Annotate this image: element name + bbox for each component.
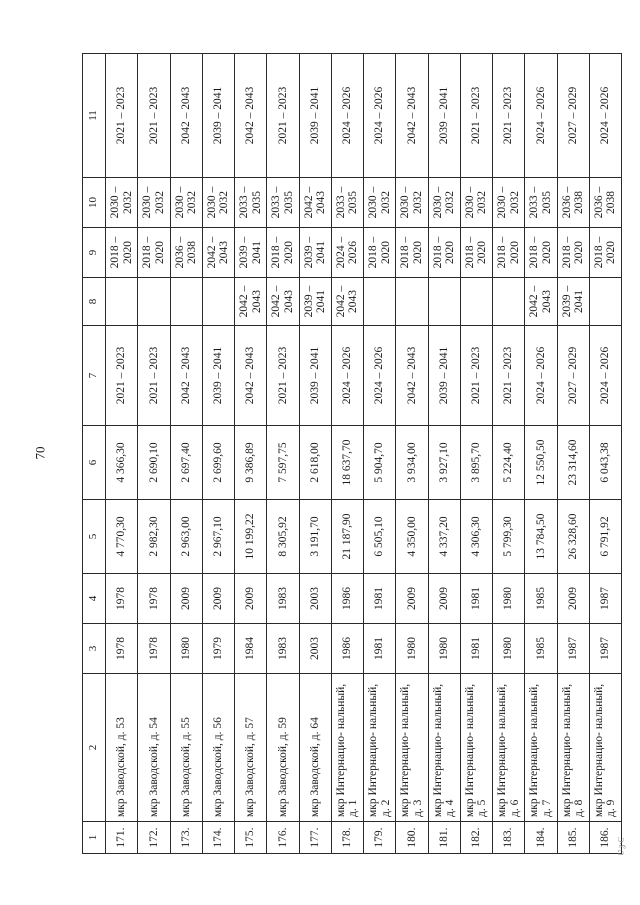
column-header-11: 11	[83, 54, 106, 178]
cell-line: 2024 –	[334, 236, 347, 269]
cell-c11: 2024 – 2026	[364, 54, 396, 178]
cell-c3: 1987	[557, 624, 589, 674]
cell-line: 2020	[444, 241, 457, 264]
cell-line: 2018 –	[141, 236, 154, 269]
cell-line: 2039 –	[302, 285, 315, 318]
cell-c11: 2024 – 2026	[589, 54, 621, 178]
cell-c3: 1981	[364, 624, 396, 674]
cell-c3: 1986	[331, 624, 363, 674]
table-row	[138, 54, 170, 854]
cell-line: 2032	[121, 191, 134, 214]
cell-n: 181.	[428, 822, 460, 854]
cell-c11: 2042 – 2043	[235, 54, 267, 178]
cell-c4: 2009	[202, 574, 234, 624]
cell-c3: 1980	[170, 624, 202, 674]
cell-c9	[170, 228, 202, 278]
cell-c5: 10 199,22	[235, 500, 267, 574]
cell-line: 2032	[508, 191, 521, 214]
cell-c11: 2021 – 2023	[267, 54, 299, 178]
housing-table	[82, 53, 622, 854]
cell-addr: мкр Заводской, д. 59	[267, 674, 299, 822]
table-row	[525, 54, 557, 854]
cell-c7: 2024 – 2026	[525, 326, 557, 426]
cell-c4: 2009	[396, 574, 428, 624]
cell-addr: мкр Заводской, д. 54	[138, 674, 170, 822]
cell-c9	[235, 228, 267, 278]
cell-c3: 1979	[202, 624, 234, 674]
cell-line: 2030 –	[109, 186, 122, 219]
cell-c8	[396, 278, 428, 326]
cell-line: 2020	[605, 241, 618, 264]
cell-c10	[493, 178, 525, 228]
cell-line: 2039 –	[560, 285, 573, 318]
cell-c5: 3 191,70	[299, 500, 331, 574]
cell-c8	[493, 278, 525, 326]
cell-line: 2041	[315, 290, 328, 313]
cell-c11: 2021 – 2023	[460, 54, 492, 178]
cell-line: 2020	[573, 241, 586, 264]
cell-line: 2018 –	[109, 236, 122, 269]
cell-line: 2039 –	[238, 236, 251, 269]
cell-c4: 2009	[170, 574, 202, 624]
cell-c7: 2021 – 2023	[460, 326, 492, 426]
cell-c11: 2021 – 2023	[493, 54, 525, 178]
cell-line: 2042 –	[528, 285, 541, 318]
cell-c8	[557, 278, 589, 326]
cell-c3: 1983	[267, 624, 299, 674]
cell-line: 2036 –	[173, 236, 186, 269]
table-row	[170, 54, 202, 854]
cell-c8	[138, 278, 170, 326]
cell-c8	[170, 278, 202, 326]
cell-line: 2035	[347, 191, 360, 214]
cell-line: 2042 –	[270, 285, 283, 318]
table-row	[557, 54, 589, 854]
cell-line: 2018 –	[463, 236, 476, 269]
cell-line: 2030 –	[141, 186, 154, 219]
cell-addr: мкр Заводской, д. 56	[202, 674, 234, 822]
cell-n: 174.	[202, 822, 234, 854]
page-number-text: 70	[32, 446, 47, 460]
cell-c3: 1985	[525, 624, 557, 674]
cell-line: 2026	[347, 241, 360, 264]
cell-c11: 2039 – 2041	[299, 54, 331, 178]
cell-c7: 2021 – 2023	[106, 326, 138, 426]
cell-c9	[557, 228, 589, 278]
cell-line: 2032	[444, 191, 457, 214]
cell-line: 2043	[540, 290, 553, 313]
cell-line: 2032	[218, 191, 231, 214]
cell-c8	[525, 278, 557, 326]
cell-c6: 2 697,40	[170, 426, 202, 500]
column-header-9: 9	[83, 228, 106, 278]
cell-c4: 1987	[589, 574, 621, 624]
table-row	[299, 54, 331, 854]
cell-c6: 2 690,10	[138, 426, 170, 500]
cell-line: 2018 –	[528, 236, 541, 269]
corner-stamp	[611, 836, 631, 856]
cell-addr: мкр Интернацио- нальный, д. 8	[557, 674, 589, 822]
cell-c6: 3 927,10	[428, 426, 460, 500]
cell-line: 2020	[282, 241, 295, 264]
cell-c7: 2024 – 2026	[589, 326, 621, 426]
table-body	[106, 54, 622, 854]
cell-c5: 4 770,30	[106, 500, 138, 574]
cell-c10	[589, 178, 621, 228]
cell-addr: мкр Интернацио- нальный, д. 7	[525, 674, 557, 822]
cell-c11: 2039 – 2041	[202, 54, 234, 178]
cell-c8	[331, 278, 363, 326]
cell-c9	[364, 228, 396, 278]
cell-line: 2018 –	[496, 236, 509, 269]
cell-line: 2038	[186, 241, 199, 264]
cell-addr: мкр Интернацио- нальный, д. 9	[589, 674, 621, 822]
cell-c10	[396, 178, 428, 228]
cell-c5: 4 337,20	[428, 500, 460, 574]
cell-c4: 1981	[460, 574, 492, 624]
column-header-6: 6	[83, 426, 106, 500]
cell-c5: 8 305,92	[267, 500, 299, 574]
cell-line: 2038	[573, 191, 586, 214]
cell-c5: 6 505,10	[364, 500, 396, 574]
cell-c9	[299, 228, 331, 278]
cell-line: 2043	[282, 290, 295, 313]
cell-c9	[493, 228, 525, 278]
cell-line: 2020	[379, 241, 392, 264]
cell-n: 184.	[525, 822, 557, 854]
column-header-4: 4	[83, 574, 106, 624]
cell-c7: 2042 – 2043	[170, 326, 202, 426]
cell-c3: 1978	[138, 624, 170, 674]
cell-c11: 2021 – 2023	[138, 54, 170, 178]
cell-c4: 2009	[428, 574, 460, 624]
cell-c11: 2021 – 2023	[106, 54, 138, 178]
cell-c6: 4 366,30	[106, 426, 138, 500]
cell-c9	[589, 228, 621, 278]
housing-table-container	[82, 54, 622, 854]
cell-line: 2032	[411, 191, 424, 214]
cell-c11: 2042 – 2043	[170, 54, 202, 178]
cell-line: 2038	[605, 191, 618, 214]
cell-c4: 1981	[364, 574, 396, 624]
cell-c9	[460, 228, 492, 278]
cell-n: 175.	[235, 822, 267, 854]
cell-c11: 2042 – 2043	[396, 54, 428, 178]
cell-line: 2030 –	[173, 186, 186, 219]
cell-c7: 2021 – 2023	[138, 326, 170, 426]
cell-c8	[428, 278, 460, 326]
cell-c10	[138, 178, 170, 228]
cell-line: 2033 –	[270, 186, 283, 219]
cell-n: 171.	[106, 822, 138, 854]
cell-c8	[106, 278, 138, 326]
cell-addr: мкр Интернацио- нальный, д. 5	[460, 674, 492, 822]
corner-stamp-text: Ʋ ʓ·Ϲ	[616, 836, 626, 856]
cell-c8	[235, 278, 267, 326]
cell-n: 179.	[364, 822, 396, 854]
cell-c9	[331, 228, 363, 278]
cell-n: 177.	[299, 822, 331, 854]
cell-line: 2042 –	[334, 285, 347, 318]
cell-addr: мкр Интернацио- нальный, д. 2	[364, 674, 396, 822]
column-header-5: 5	[83, 500, 106, 574]
cell-c3: 1984	[235, 624, 267, 674]
cell-line: 2020	[411, 241, 424, 264]
cell-line: 2035	[250, 191, 263, 214]
cell-c7: 2021 – 2023	[493, 326, 525, 426]
cell-line: 2043	[218, 241, 231, 264]
cell-c3: 1978	[106, 624, 138, 674]
cell-line: 2036 –	[560, 186, 573, 219]
cell-line: 2033 –	[334, 186, 347, 219]
column-header-8: 8	[83, 278, 106, 326]
cell-c6: 12 550,50	[525, 426, 557, 500]
table-row	[267, 54, 299, 854]
table-row	[428, 54, 460, 854]
cell-c9	[428, 228, 460, 278]
cell-c9	[202, 228, 234, 278]
cell-c5: 21 187,90	[331, 500, 363, 574]
cell-c7: 2039 – 2041	[299, 326, 331, 426]
cell-c7: 2042 – 2043	[235, 326, 267, 426]
cell-n: 178.	[331, 822, 363, 854]
cell-line: 2043	[250, 290, 263, 313]
cell-c10	[364, 178, 396, 228]
cell-line: 2018 –	[367, 236, 380, 269]
cell-line: 2018 –	[431, 236, 444, 269]
cell-line: 2018 –	[560, 236, 573, 269]
cell-line: 2020	[476, 241, 489, 264]
cell-c9	[138, 228, 170, 278]
cell-line: 2035	[282, 191, 295, 214]
table-row	[235, 54, 267, 854]
header-row	[83, 54, 106, 854]
cell-line: 2020	[508, 241, 521, 264]
cell-c5: 5 799,30	[493, 500, 525, 574]
cell-line: 2041	[573, 290, 586, 313]
column-header-7: 7	[83, 326, 106, 426]
cell-line: 2042 –	[238, 285, 251, 318]
table-row	[106, 54, 138, 854]
cell-c4: 1986	[331, 574, 363, 624]
cell-c4: 2009	[235, 574, 267, 624]
cell-c10	[428, 178, 460, 228]
table-row	[460, 54, 492, 854]
cell-line: 2020	[153, 241, 166, 264]
cell-c10	[267, 178, 299, 228]
cell-line: 2041	[250, 241, 263, 264]
cell-c11: 2024 – 2026	[331, 54, 363, 178]
column-header-1: 1	[83, 822, 106, 854]
cell-c3: 1987	[589, 624, 621, 674]
cell-c9	[525, 228, 557, 278]
cell-c11: 2024 – 2026	[525, 54, 557, 178]
cell-c4: 1978	[106, 574, 138, 624]
cell-line: 2036 –	[592, 186, 605, 219]
cell-c5: 4 350,00	[396, 500, 428, 574]
cell-c4: 1980	[493, 574, 525, 624]
cell-c9	[267, 228, 299, 278]
cell-c11: 2027 – 2029	[557, 54, 589, 178]
cell-c7: 2039 – 2041	[202, 326, 234, 426]
cell-line: 2043	[347, 290, 360, 313]
cell-c10	[525, 178, 557, 228]
cell-line: 2042 –	[205, 236, 218, 269]
cell-c4: 1983	[267, 574, 299, 624]
cell-line: 2033 –	[528, 186, 541, 219]
cell-c6: 9 386,89	[235, 426, 267, 500]
cell-c5: 2 963,00	[170, 500, 202, 574]
cell-n: 173.	[170, 822, 202, 854]
table-row	[493, 54, 525, 854]
cell-c6: 6 043,38	[589, 426, 621, 500]
cell-c6: 7 597,75	[267, 426, 299, 500]
cell-line: 2020	[540, 241, 553, 264]
cell-c6: 23 314,60	[557, 426, 589, 500]
cell-addr: мкр Заводской, д. 53	[106, 674, 138, 822]
column-header-3: 3	[83, 624, 106, 674]
cell-n: 183.	[493, 822, 525, 854]
cell-c10	[299, 178, 331, 228]
cell-c8	[267, 278, 299, 326]
cell-c9	[396, 228, 428, 278]
cell-c11: 2039 – 2041	[428, 54, 460, 178]
cell-n: 186.	[589, 822, 621, 854]
cell-c5: 13 784,50	[525, 500, 557, 574]
cell-c6: 18 637,70	[331, 426, 363, 500]
cell-c6: 2 618,00	[299, 426, 331, 500]
cell-line: 2042 –	[302, 186, 315, 219]
cell-c8	[202, 278, 234, 326]
cell-c5: 6 791,92	[589, 500, 621, 574]
cell-line: 2035	[540, 191, 553, 214]
cell-c8	[589, 278, 621, 326]
cell-c3: 1980	[493, 624, 525, 674]
cell-line: 2033 –	[238, 186, 251, 219]
table-row	[396, 54, 428, 854]
cell-c10	[202, 178, 234, 228]
cell-c4: 2003	[299, 574, 331, 624]
cell-c7: 2024 – 2026	[331, 326, 363, 426]
cell-c3: 1980	[428, 624, 460, 674]
cell-n: 180.	[396, 822, 428, 854]
cell-line: 2018 –	[592, 236, 605, 269]
cell-addr: мкр Интернацио- нальный, д. 1	[331, 674, 363, 822]
cell-c5: 2 982,30	[138, 500, 170, 574]
cell-c6: 5 224,40	[493, 426, 525, 500]
cell-addr: мкр Интернацио- нальный, д. 4	[428, 674, 460, 822]
cell-line: 2043	[315, 191, 328, 214]
cell-line: 2032	[476, 191, 489, 214]
cell-c10	[235, 178, 267, 228]
cell-line: 2030 –	[496, 186, 509, 219]
cell-c10	[106, 178, 138, 228]
table-row	[589, 54, 621, 854]
cell-line: 2030 –	[367, 186, 380, 219]
cell-c4: 2009	[557, 574, 589, 624]
cell-c5: 26 328,60	[557, 500, 589, 574]
cell-line: 2030 –	[463, 186, 476, 219]
cell-c10	[460, 178, 492, 228]
cell-addr: мкр Заводской, д. 57	[235, 674, 267, 822]
cell-c5: 4 306,30	[460, 500, 492, 574]
cell-line: 2020	[121, 241, 134, 264]
cell-c8	[299, 278, 331, 326]
cell-n: 172.	[138, 822, 170, 854]
cell-c7: 2024 – 2026	[364, 326, 396, 426]
column-header-2: 2	[83, 674, 106, 822]
cell-line: 2018 –	[270, 236, 283, 269]
cell-addr: мкр Заводской, д. 64	[299, 674, 331, 822]
cell-c8	[460, 278, 492, 326]
cell-n: 176.	[267, 822, 299, 854]
cell-c6: 3 895,70	[460, 426, 492, 500]
cell-c9	[106, 228, 138, 278]
cell-n: 185.	[557, 822, 589, 854]
cell-n: 182.	[460, 822, 492, 854]
cell-c10	[557, 178, 589, 228]
cell-line: 2032	[186, 191, 199, 214]
cell-c5: 2 967,10	[202, 500, 234, 574]
table-row	[364, 54, 396, 854]
cell-c10	[331, 178, 363, 228]
cell-c7: 2027 – 2029	[557, 326, 589, 426]
cell-c6: 5 904,70	[364, 426, 396, 500]
cell-c8	[364, 278, 396, 326]
cell-line: 2030 –	[399, 186, 412, 219]
cell-line: 2030 –	[205, 186, 218, 219]
cell-c3: 1980	[396, 624, 428, 674]
table-row	[331, 54, 363, 854]
table-row	[202, 54, 234, 854]
cell-addr: мкр Заводской, д. 55	[170, 674, 202, 822]
cell-line: 2032	[153, 191, 166, 214]
cell-addr: мкр Интернацио- нальный, д. 6	[493, 674, 525, 822]
cell-c6: 2 699,60	[202, 426, 234, 500]
cell-c7: 2021 – 2023	[267, 326, 299, 426]
cell-line: 2039 –	[302, 236, 315, 269]
cell-c4: 1985	[525, 574, 557, 624]
cell-c3: 2003	[299, 624, 331, 674]
cell-line: 2030 –	[431, 186, 444, 219]
cell-c10	[170, 178, 202, 228]
cell-line: 2018 –	[399, 236, 412, 269]
cell-addr: мкр Интернацио- нальный, д. 3	[396, 674, 428, 822]
cell-c6: 3 934,00	[396, 426, 428, 500]
cell-line: 2041	[315, 241, 328, 264]
cell-c7: 2042 – 2043	[396, 326, 428, 426]
cell-c3: 1981	[460, 624, 492, 674]
cell-c4: 1978	[138, 574, 170, 624]
column-header-10: 10	[83, 178, 106, 228]
cell-c7: 2039 – 2041	[428, 326, 460, 426]
cell-line: 2032	[379, 191, 392, 214]
page-number	[30, 438, 50, 468]
